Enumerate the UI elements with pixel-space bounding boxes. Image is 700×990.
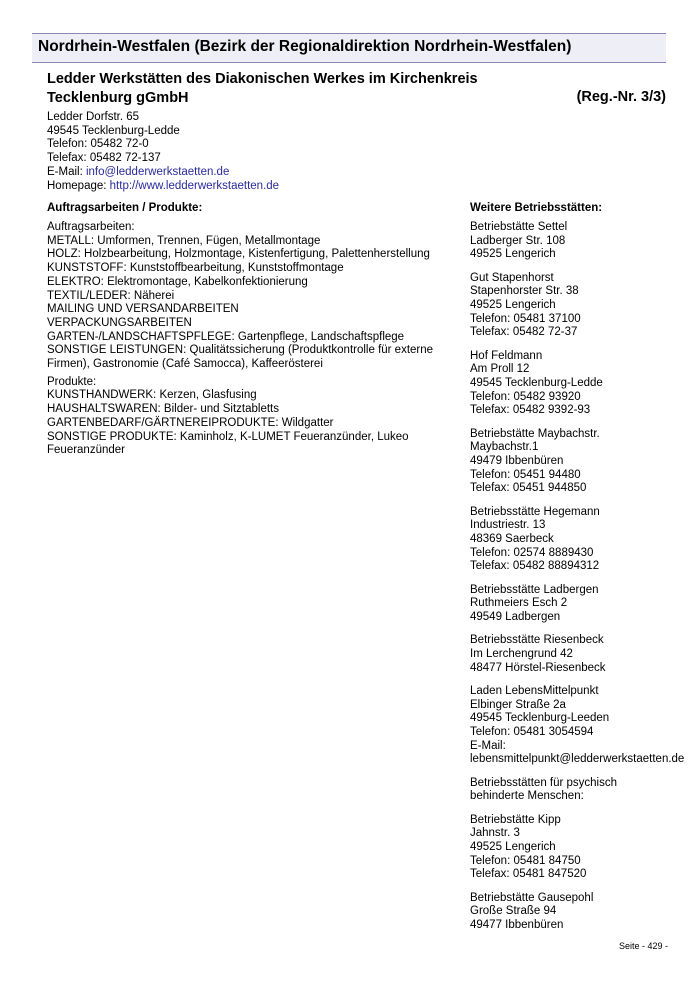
site-line: Telefax: 05481 847520 — [470, 868, 587, 881]
site-line: 48477 Hörstel-Riesenbeck — [470, 661, 606, 674]
site-line: E-Mail: — [470, 739, 506, 752]
site-line: Telefax: 05482 9392-93 — [470, 404, 591, 417]
site-line: Betriebsstätte Ladbergen — [470, 583, 599, 596]
contract-work-line: Auftragsarbeiten: — [47, 221, 135, 233]
address-city: 49545 Tecklenburg-Ledde — [47, 124, 180, 137]
page-number: Seite - 429 - — [618, 941, 668, 951]
site-line: Telefax: 05482 72-37 — [470, 326, 578, 339]
site-line: 49545 Tecklenburg-Ledde — [470, 377, 603, 390]
organization-name-line-1: Ledder Werkstätten des Diakonischen Werkes im Kirchenkreis — [47, 71, 478, 87]
address-street: Ledder Dorfstr. 65 — [47, 111, 140, 123]
site-block — [470, 350, 698, 419]
products-column — [47, 221, 447, 462]
product-line: Produkte: — [47, 375, 97, 388]
site-block — [470, 428, 698, 497]
site-block — [470, 221, 698, 262]
contract-work-line: MAILING UND VERSANDARBEITEN — [47, 303, 239, 316]
site-line: Jahnstr. 3 — [470, 827, 520, 840]
site-line: behinderte Menschen: — [470, 790, 584, 803]
region-title: Nordrhein-Westfalen (Bezirk der Regionaldirektion Nordrhein-Westfalen) — [38, 38, 572, 55]
contract-work-line: SONSTIGE LEISTUNGEN: Qualitätssicherung (Produktkontrolle für externe Firmen), Gastronomie (Café Samocca), Kaffeerösterei — [47, 344, 434, 371]
site-line: 49477 Ibbenbüren — [470, 918, 564, 931]
site-block — [470, 272, 698, 341]
products-heading: Auftragsarbeiten / Produkte: — [47, 202, 203, 214]
site-line: Betriebsstätte Hegemann — [470, 505, 600, 518]
site-line: 49525 Lengerich — [470, 299, 556, 312]
email-link[interactable]: info@ledderwerkstaetten.de — [85, 165, 230, 178]
products-list — [47, 376, 447, 458]
site-line: Ruthmeiers Esch 2 — [470, 597, 568, 610]
site-block — [470, 506, 698, 575]
contract-work-line: ELEKTRO: Elektromontage, Kabelkonfektionierung — [47, 275, 308, 288]
product-line: GARTENBEDARF/GÄRTNEREIPRODUKTE: Wildgatter — [47, 416, 334, 429]
registration-number: (Reg.-Nr. 3/3) — [576, 89, 666, 105]
site-block — [470, 777, 698, 804]
contract-work-line: HOLZ: Holzbearbeitung, Holzmontage, Kistenfertigung, Palettenherstellung — [47, 248, 430, 261]
site-block — [470, 814, 698, 883]
site-line: Betriebstätte Settel — [470, 221, 568, 233]
sites-column — [470, 221, 698, 942]
homepage-link[interactable]: http://www.ledderwerkstaetten.de — [109, 179, 280, 192]
site-line: Am Proll 12 — [470, 363, 530, 376]
homepage-label: Homepage: — [47, 179, 110, 192]
site-line: Telefon: 02574 8889430 — [470, 546, 594, 559]
product-line: HAUSHALTSWAREN: Bilder- und Sitztabletts — [47, 403, 279, 416]
site-line: Betriebsstätten für psychisch — [470, 776, 618, 789]
contract-work-line: KUNSTSTOFF: Kunststoffbearbeitung, Kunststoffmontage — [47, 262, 344, 275]
contract-work-line: VERPACKUNGSARBEITEN — [47, 316, 192, 329]
email-label: E-Mail: — [47, 165, 86, 178]
site-line: Betriebstätte Gausepohl — [470, 891, 594, 904]
site-block — [470, 634, 698, 675]
site-line: Betriebsstätte Riesenbeck — [470, 634, 604, 647]
site-line: Maybachstr.1 — [470, 441, 539, 454]
site-line: Betriebstätte Maybachstr. — [470, 427, 600, 440]
site-line: Industriestr. 13 — [470, 519, 546, 532]
organization-title — [47, 70, 647, 108]
contact-block — [47, 111, 279, 193]
site-line: Telefax: 05482 88894312 — [470, 560, 600, 573]
site-line: 48369 Saerbeck — [470, 533, 554, 546]
contract-work-line: TEXTIL/LEDER: Näherei — [47, 289, 175, 302]
site-line: Telefon: 05451 94480 — [470, 468, 581, 481]
site-line: lebensmittelpunkt@ledderwerkstaetten.de — [470, 753, 685, 766]
site-line: Ladberger Str. 108 — [470, 234, 566, 247]
site-line: Große Straße 94 — [470, 905, 557, 918]
site-line: 49549 Ladbergen — [470, 611, 561, 624]
site-block — [470, 892, 698, 933]
site-line: Im Lerchengrund 42 — [470, 647, 573, 660]
phone: Telefon: 05482 72-0 — [47, 138, 149, 151]
site-block — [470, 685, 698, 767]
site-line: Telefax: 05451 944850 — [470, 482, 587, 495]
site-line: Laden LebensMittelpunkt — [470, 684, 599, 697]
site-block — [470, 584, 698, 625]
site-line: Betriebstätte Kipp — [470, 813, 561, 826]
site-line: Telefon: 05481 37100 — [470, 312, 581, 325]
site-line: Telefon: 05482 93920 — [470, 390, 581, 403]
site-line: Telefon: 05481 84750 — [470, 854, 581, 867]
site-line: 49525 Lengerich — [470, 840, 556, 853]
sites-heading: Weitere Betriebsstätten: — [470, 202, 603, 214]
product-line: SONSTIGE PRODUKTE: Kaminholz, K-LUMET Feueranzünder, Lukeo Feueranzünder — [47, 430, 409, 457]
site-line: 49525 Lengerich — [470, 248, 556, 261]
site-line: Gut Stapenhorst — [470, 271, 554, 284]
contract-work-list — [47, 221, 447, 372]
email-line — [47, 166, 279, 180]
contract-work-line: GARTEN-/LANDSCHAFTSPFLEGE: Gartenpflege, Landschaftspflege — [47, 330, 405, 343]
site-line: Hof Feldmann — [470, 349, 543, 362]
organization-name-line-2: Tecklenburg gGmbH — [47, 90, 189, 106]
product-line: KUNSTHANDWERK: Kerzen, Glasfusing — [47, 389, 257, 402]
site-line: 49545 Tecklenburg-Leeden — [470, 712, 610, 725]
contract-work-line: METALL: Umformen, Trennen, Fügen, Metallmontage — [47, 234, 321, 247]
fax: Telefax: 05482 72-137 — [47, 152, 161, 165]
homepage-line — [47, 180, 279, 194]
region-header — [32, 33, 666, 63]
site-line: Telefon: 05481 3054594 — [470, 726, 594, 738]
site-line: Elbinger Straße 2a — [470, 698, 566, 711]
site-line: Stapenhorster Str. 38 — [470, 285, 579, 298]
site-line: 49479 Ibbenbüren — [470, 455, 564, 468]
